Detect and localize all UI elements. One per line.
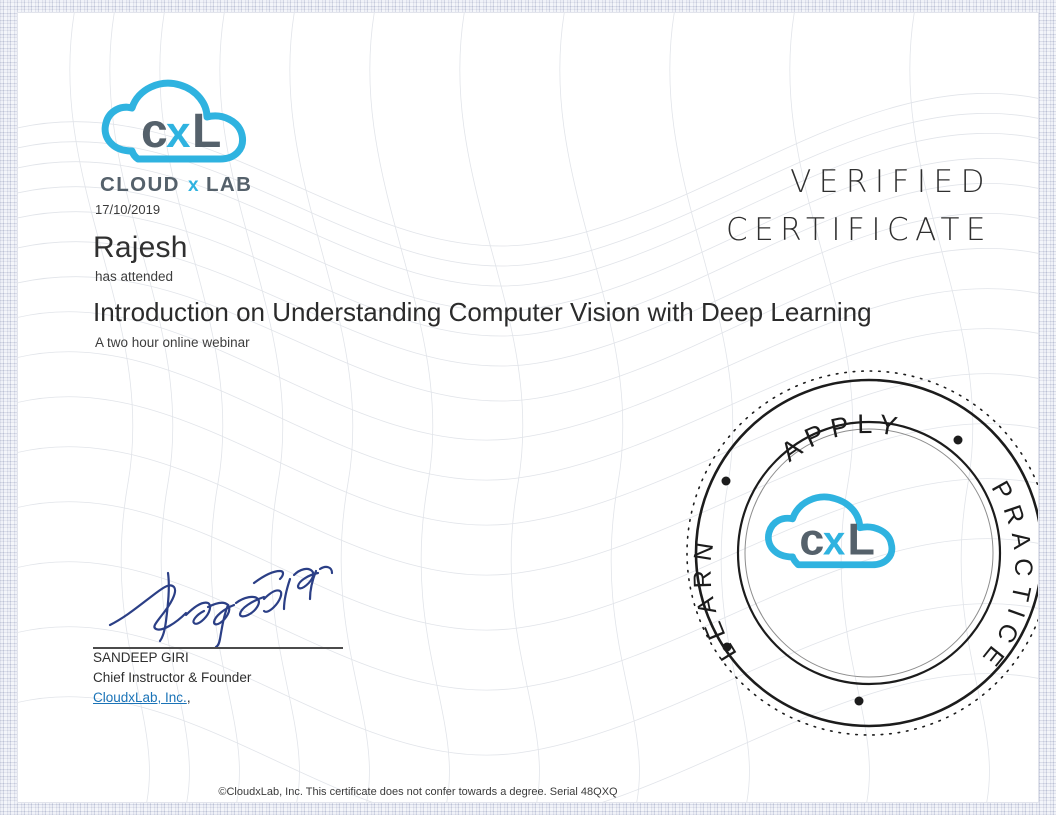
issue-date: 17/10/2019 [95,202,161,217]
cloudxlab-logo [94,65,289,195]
seal-center-logo [768,497,891,565]
cloudxlab-logo-svg [94,65,289,195]
verified-line-2: CERTIFICATE [725,212,992,249]
svg-text:c: c [799,514,825,565]
signatory-role: Chief Instructor & Founder [93,670,252,685]
organization-link[interactable]: CloudxLab, Inc. [93,690,187,705]
certificate-body [18,13,1038,802]
seal-dot-top-left [722,477,731,486]
svg-text:L: L [847,514,875,565]
verified-certificate-heading [726,158,992,254]
attendance-line: has attended [95,269,174,284]
footer [18,786,1038,798]
logo-wordmark: CLOUD [100,173,180,195]
course-subtitle: A two hour online webinar [95,335,250,350]
recipient-name: Rajesh [93,231,188,264]
certificate-content [18,13,1038,802]
svg-text:L: L [192,105,222,158]
seal-dot-bottom [855,697,864,706]
seal-word-apply: APPLY [775,408,907,468]
course-title: Introduction on Understanding Computer Vision with Deep Learning [93,297,872,327]
signatory-organization [93,690,191,705]
apply-practice-learn-seal [681,365,1038,741]
handwritten-signature [104,553,334,648]
seal-word-learn: LEARN [688,532,743,666]
seal-word-practice: PRACTICE [972,476,1038,678]
footer-text: ©CloudxLab, Inc. This certificate does not confer towards a degree. Serial 48QXQ [218,786,618,798]
organization-suffix: , [186,690,191,705]
svg-text:x: x [188,175,199,195]
verified-line-1: VERIFIED [790,164,992,200]
seal-dot-top-right [954,436,963,445]
svg-text:c: c [141,105,168,158]
svg-text:x: x [822,517,846,564]
svg-text:x: x [166,108,191,157]
signatory-name: SANDEEP GIRI [93,650,189,665]
svg-text:LAB: LAB [206,173,253,195]
signature-rule [93,647,343,649]
